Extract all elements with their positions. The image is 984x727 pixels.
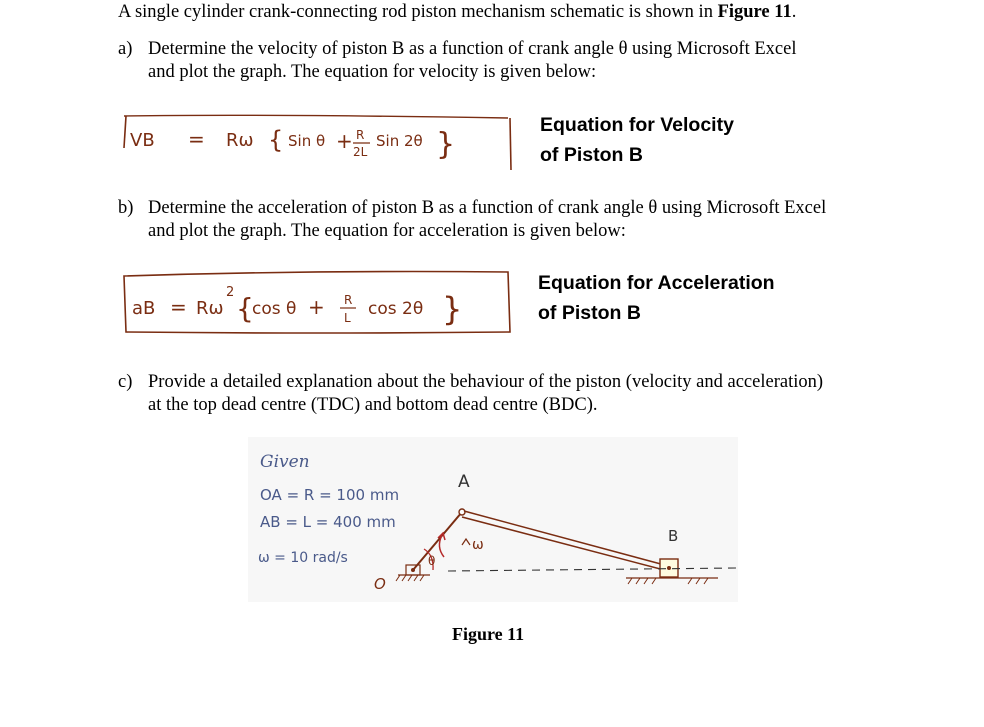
question-line-2: and plot the graph. The equation for velocity is given below: (148, 62, 597, 82)
coefficient-numerator: R (356, 128, 365, 142)
question-line-1: Provide a detailed explanation about the behaviour of the piston (velocity and acceleration) (148, 372, 824, 392)
question-label: b) (118, 198, 134, 218)
joint-a (459, 509, 465, 515)
velocity-equation-label (540, 110, 734, 170)
plus-sign: + (308, 295, 325, 319)
equals-sign: = (170, 295, 187, 319)
plus-sign: + (336, 129, 353, 153)
ground-hatch-o (396, 575, 424, 581)
label-theta: θ (428, 554, 436, 568)
given-title: Given (260, 452, 310, 472)
line-of-stroke (448, 568, 736, 571)
figure-caption: Figure 11 (452, 624, 525, 644)
acceleration-equation (118, 262, 528, 340)
velocity-equation (118, 104, 528, 180)
rotation-arrow (439, 535, 444, 557)
box-top-edge (124, 115, 508, 118)
question-label: a) (118, 39, 133, 59)
label-o: O (374, 575, 386, 593)
intro-sentence (118, 2, 796, 23)
coefficient-numerator: R (344, 293, 353, 307)
velocity-lhs: VB (130, 130, 155, 151)
question-label: c) (118, 372, 133, 392)
omega-exponent: 2 (226, 285, 235, 300)
close-brace: } (436, 127, 456, 162)
coefficient-denominator: L (344, 311, 351, 325)
label-b: B (668, 527, 679, 545)
question-text (148, 197, 878, 243)
close-brace: } (442, 290, 463, 328)
given-angular-velocity: ω = 10 rad/s (258, 550, 348, 566)
r-omega: Rω (226, 130, 254, 151)
open-brace: { (268, 126, 284, 154)
acceleration-lhs: aB (132, 298, 156, 319)
box-right-edge (510, 118, 511, 170)
cos-theta-term: cos θ (252, 299, 297, 319)
intro-text: A single cylinder crank-connecting rod piston mechanism schematic is shown in (118, 2, 718, 22)
given-crank-length: OA = R = 100 mm (260, 486, 400, 504)
r-omega: Rω (196, 298, 224, 319)
crank-oa (413, 512, 462, 570)
question-text (148, 38, 878, 84)
cos-2theta-term: cos 2θ (368, 299, 424, 319)
question-text (148, 371, 878, 417)
box-left-edge (124, 116, 126, 148)
figure-reference: Figure 11 (717, 2, 792, 22)
label-line-2: of Piston B (540, 144, 643, 166)
sin-theta-term: Sin θ (288, 132, 326, 150)
label-line-1: Equation for Acceleration (538, 272, 775, 294)
equals-sign: = (188, 127, 205, 151)
label-line-1: Equation for Velocity (540, 114, 734, 136)
pin-b (667, 566, 671, 570)
question-line-1: Determine the acceleration of piston B as a function of crank angle θ using Microsoft Excel (148, 198, 827, 218)
question-line-2: and plot the graph. The equation for acceleration is given below: (148, 221, 626, 241)
given-rod-length: AB = L = 400 mm (260, 513, 396, 531)
sin-2theta-term: Sin 2θ (376, 132, 423, 150)
omega-arrow-icon (462, 539, 470, 545)
open-brace: { (236, 292, 254, 325)
intro-end: . (791, 2, 797, 22)
connecting-rod-upper (464, 511, 672, 567)
question-line-2: at the top dead centre (TDC) and bottom dead centre (BDC). (148, 395, 598, 415)
acceleration-equation-label (538, 268, 775, 328)
coefficient-denominator: 2L (353, 145, 368, 159)
label-line-2: of Piston B (538, 302, 641, 324)
ground-hatch-b (628, 578, 708, 584)
mechanism-figure (248, 437, 738, 602)
question-line-1: Determine the velocity of piston B as a function of crank angle θ using Microsoft Excel (148, 39, 797, 59)
connecting-rod-lower (462, 517, 668, 571)
label-omega: ω (472, 537, 484, 553)
label-a: A (458, 472, 470, 492)
